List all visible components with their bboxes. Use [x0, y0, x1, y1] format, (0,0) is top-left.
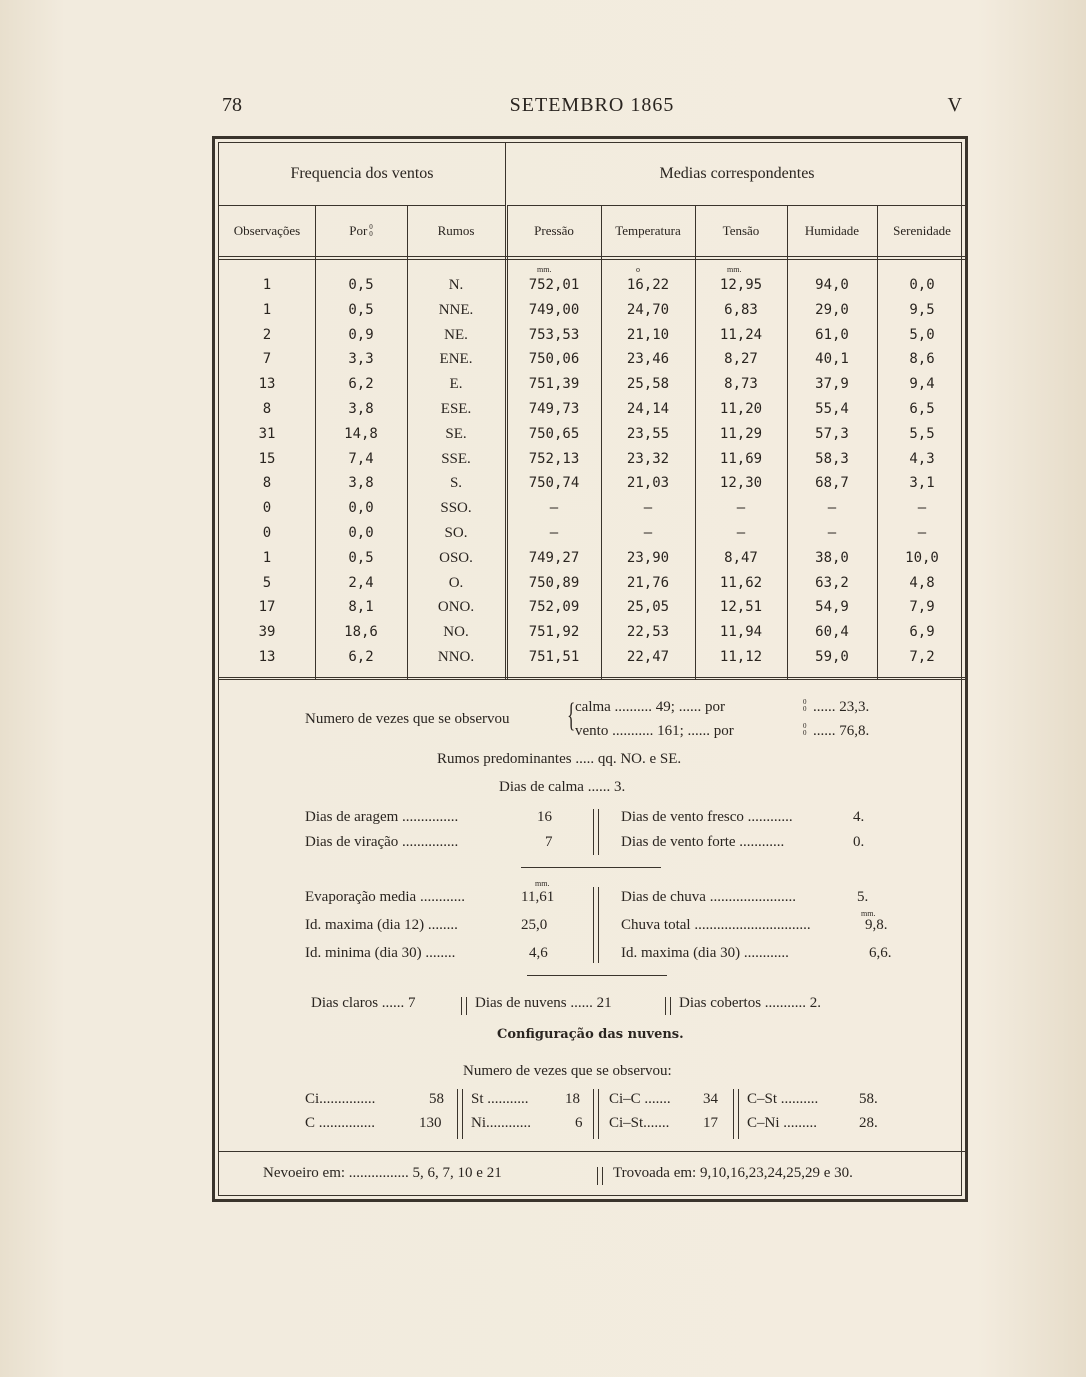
cell-observacoes: 8	[262, 475, 272, 492]
cell-serenidade: 4,3	[909, 450, 935, 467]
dias-de-calma: Dias de calma ...... 3.	[499, 779, 626, 795]
cell-observacoes: 13	[258, 376, 276, 393]
cell-rumo: SSE.	[441, 450, 471, 467]
chuva-total-label: Chuva total ...............................	[621, 917, 811, 933]
dias-nuvens: Dias de nuvens ...... 21	[475, 995, 612, 1011]
cloud-ni-value: 6	[575, 1115, 583, 1131]
table-row	[219, 347, 967, 372]
chuva-total-value: 9,8.	[865, 917, 888, 933]
cell-temperatura: 23,55	[626, 425, 670, 442]
cell-tensao: 8,73	[724, 376, 758, 393]
cell-serenidade: 4,8	[909, 574, 935, 591]
dias-cobertos: Dias cobertos ........... 2.	[679, 995, 822, 1011]
id-maxima-value: 25,0	[521, 917, 548, 933]
cell-rumo: N.	[448, 277, 464, 293]
cell-tensao: 12,51	[719, 599, 763, 616]
cell-observacoes: 1	[262, 549, 272, 566]
calma-value: ...... 23,3.	[813, 699, 870, 715]
cell-por: 6,2	[348, 376, 374, 393]
cell-pressao: 750,06	[528, 351, 580, 368]
cell-por: 3,8	[348, 475, 374, 492]
vento-line: vento ........... 161; ...... por	[575, 723, 734, 739]
dias-chuva-label: Dias de chuva .......................	[621, 889, 796, 905]
table-bottom-rule	[219, 679, 967, 680]
cell-humidade: 63,2	[815, 574, 849, 591]
cell-pressao: 751,51	[528, 649, 580, 665]
cloud-st-label: St ...........	[471, 1091, 529, 1107]
group-header-medias: Medias correspondentes	[659, 165, 815, 182]
cell-observacoes: 8	[262, 401, 272, 417]
cell-humidade: 29,0	[815, 301, 849, 318]
cell-pressao: 752,09	[528, 599, 580, 616]
cell-observacoes: 13	[258, 649, 276, 665]
cell-tensao: 6,83	[724, 301, 758, 318]
col-observacoes: Observações	[233, 223, 301, 238]
table-row	[219, 496, 967, 521]
fraction-num: 0	[803, 698, 807, 706]
nevoeiro: Nevoeiro em: ................ 5, 6, 7, 10 e 21	[263, 1165, 502, 1181]
dias-vento-fresco-label: Dias de vento fresco ............	[621, 809, 793, 825]
cell-observacoes: 1	[262, 301, 272, 318]
fraction-glyph	[803, 699, 807, 713]
cell-temperatura: 21,03	[626, 475, 670, 492]
cell-serenidade: —	[917, 525, 927, 541]
cell-serenidade: —	[917, 500, 927, 517]
cell-temperatura: —	[643, 500, 653, 517]
cell-tensao: —	[736, 500, 746, 517]
fraction-num: 0	[369, 223, 373, 231]
dias-aragem-value: 16	[537, 809, 552, 825]
cell-pressao: 752,01	[528, 277, 580, 293]
cloud-ci-label: Ci...............	[305, 1091, 376, 1107]
double-divider	[593, 1089, 599, 1139]
cloud-st-value: 18	[565, 1091, 580, 1107]
cell-rumo: ONO.	[437, 599, 475, 616]
table-row	[219, 571, 967, 596]
cell-rumo: O.	[448, 574, 464, 591]
double-divider	[597, 1167, 603, 1185]
group-divider	[505, 143, 506, 205]
cell-pressao: —	[549, 525, 559, 541]
cell-tensao: 8,47	[724, 549, 758, 566]
cell-serenidade: 8,6	[909, 351, 935, 368]
cell-por: 18,6	[344, 624, 378, 641]
rumos-predominantes: Rumos predominantes ..... qq. NO. e SE.	[437, 751, 682, 767]
double-divider	[733, 1089, 739, 1139]
cloud-ci-c-label: Ci–C .......	[609, 1091, 671, 1107]
cell-serenidade: 7,2	[909, 649, 935, 665]
cell-temperatura: 24,70	[626, 301, 670, 318]
cell-serenidade: 6,5	[909, 401, 935, 417]
table-row	[219, 595, 967, 620]
dias-claros: Dias claros ...... 7	[311, 995, 416, 1011]
cell-tensao: 11,62	[719, 574, 763, 591]
evaporacao-label: Evaporação media ............	[305, 889, 465, 905]
cell-temperatura: 23,32	[626, 450, 670, 467]
cell-pressao: —	[549, 500, 559, 517]
chuva-id-maxima-label: Id. maxima (dia 30) ............	[621, 945, 789, 961]
cloud-c-label: C ...............	[305, 1115, 376, 1131]
cell-observacoes: 39	[258, 624, 276, 641]
section-rule	[219, 1151, 967, 1152]
cell-rumo: S.	[449, 475, 463, 492]
cell-humidade: 94,0	[815, 277, 849, 293]
table-inner	[218, 142, 962, 1196]
table-row	[219, 447, 967, 472]
cell-humidade: 38,0	[815, 549, 849, 566]
double-divider	[665, 997, 671, 1015]
cell-por: 0,5	[348, 549, 374, 566]
table-row	[219, 372, 967, 397]
dias-viracao-value: 7	[545, 834, 553, 850]
table-row	[219, 273, 967, 298]
dias-vento-forte-label: Dias de vento forte ............	[621, 834, 785, 850]
cloud-c-ni-value: 28.	[859, 1115, 878, 1131]
cell-pressao: 749,73	[528, 401, 580, 417]
cell-observacoes: 17	[258, 599, 276, 616]
unit-pressao: mm.	[537, 265, 552, 274]
col-humidade: Humidade	[804, 223, 860, 238]
table-row	[219, 397, 967, 422]
cell-por: 14,8	[344, 425, 378, 442]
cell-humidade: 59,0	[815, 649, 849, 665]
cell-serenidade: 9,4	[909, 376, 935, 393]
cell-humidade: 40,1	[815, 351, 849, 368]
fraction-glyph	[803, 723, 807, 737]
vento-value: ...... 76,8.	[813, 723, 870, 739]
cell-humidade: 37,9	[815, 376, 849, 393]
cell-observacoes: 31	[258, 425, 276, 442]
col-tensao: Tensão	[722, 223, 760, 238]
fraction-den: 0	[803, 705, 807, 713]
cell-humidade: 68,7	[815, 475, 849, 492]
cell-tensao: 11,12	[719, 649, 763, 665]
cloud-c-ni-label: C–Ni .........	[747, 1115, 818, 1131]
cell-serenidade: 5,0	[909, 326, 935, 343]
col-serenidade: Serenidade	[893, 223, 951, 238]
cell-observacoes: 7	[262, 351, 272, 368]
cell-rumo: NNE.	[438, 301, 474, 318]
cell-serenidade: 9,5	[909, 301, 935, 318]
cell-tensao: 11,29	[719, 425, 763, 442]
cell-rumo: ENE.	[439, 351, 473, 368]
dias-chuva-value: 5.	[857, 889, 869, 905]
fraction-glyph	[369, 224, 373, 238]
cell-rumo: ESE.	[440, 401, 472, 417]
cell-pressao: 750,89	[528, 574, 580, 591]
cell-rumo: SO.	[444, 525, 468, 541]
dias-vento-forte-value: 0.	[853, 834, 865, 850]
cell-temperatura: 22,47	[626, 649, 670, 665]
cell-por: 0,5	[348, 301, 374, 318]
unit-temperatura: o	[636, 265, 640, 274]
cell-por: 2,4	[348, 574, 374, 591]
numero-label: Numero de vezes que se observou	[305, 711, 510, 727]
cell-humidade: 57,3	[815, 425, 849, 442]
cell-observacoes: 5	[262, 574, 272, 591]
cell-por: 8,1	[348, 599, 374, 616]
cell-observacoes: 0	[262, 525, 272, 541]
evap-unit: mm.	[535, 879, 550, 888]
evaporacao-value: 11,61	[521, 889, 555, 905]
cell-humidade: 55,4	[815, 401, 849, 417]
page-title: SETEMBRO 1865	[509, 94, 675, 116]
cell-rumo: NO.	[443, 624, 469, 641]
cloud-c-value: 130	[419, 1115, 442, 1131]
cloud-ci-st-value: 17	[703, 1115, 718, 1131]
cell-serenidade: 7,9	[909, 599, 935, 616]
cell-rumo: E.	[449, 376, 463, 393]
dias-aragem-label: Dias de aragem ...............	[305, 809, 459, 825]
cloud-ci-c-value: 34	[703, 1091, 718, 1107]
cell-tensao: 12,95	[719, 277, 763, 293]
chuva-unit: mm.	[861, 909, 876, 918]
cloud-c-st-value: 58.	[859, 1091, 878, 1107]
cell-observacoes: 15	[258, 450, 276, 467]
trovoada: Trovoada em: 9,10,16,23,24,25,29 e 30.	[613, 1165, 853, 1181]
running-head	[222, 94, 962, 118]
cell-rumo: NE.	[444, 326, 468, 343]
header-rule	[219, 256, 967, 257]
cell-humidade: 54,9	[815, 599, 849, 616]
cell-tensao: 11,20	[719, 401, 763, 417]
cell-por: 0,5	[348, 277, 374, 293]
unit-tensao: mm.	[727, 265, 742, 274]
col-pressao: Pressão	[534, 223, 574, 238]
fraction-den: 0	[803, 729, 807, 737]
col-por	[315, 205, 407, 257]
cell-temperatura: 22,53	[626, 624, 670, 641]
cell-por: 0,0	[348, 525, 374, 541]
double-divider	[461, 997, 467, 1015]
cell-rumo: SSO.	[440, 500, 472, 517]
table-row	[219, 471, 967, 496]
double-divider	[593, 809, 599, 855]
cell-temperatura: 25,58	[626, 376, 670, 393]
config-subtitle: Numero de vezes que se observou:	[463, 1063, 672, 1079]
cloud-ci-st-label: Ci–St.......	[609, 1115, 670, 1131]
cell-tensao: 12,30	[719, 475, 763, 492]
cell-por: 3,3	[348, 351, 374, 368]
col-temperatura: Temperatura	[615, 223, 681, 238]
dias-vento-fresco-value: 4.	[853, 809, 865, 825]
cell-temperatura: 25,05	[626, 599, 670, 616]
cell-por: 3,8	[348, 401, 374, 417]
section-rule	[521, 867, 661, 868]
cell-temperatura: 24,14	[626, 401, 670, 417]
cell-temperatura: 21,76	[626, 574, 670, 591]
cell-serenidade: 10,0	[905, 549, 939, 566]
cell-humidade: 58,3	[815, 450, 849, 467]
col-por-label: Por	[349, 223, 368, 238]
fraction-num: 0	[803, 722, 807, 730]
id-minima-label: Id. minima (dia 30) ........	[305, 945, 456, 961]
cell-por: 0,0	[348, 500, 374, 517]
col-rumos: Rumos	[437, 223, 475, 238]
header-rule	[219, 259, 967, 260]
brace: {	[567, 697, 576, 734]
cell-humidade: 61,0	[815, 326, 849, 343]
page-number: 78	[222, 94, 242, 116]
cell-tensao: 11,69	[719, 450, 763, 467]
cell-serenidade: 3,1	[909, 475, 935, 492]
config-title: Configuração das nuvens.	[497, 1027, 684, 1042]
cell-temperatura: 16,22	[626, 277, 670, 293]
cell-pressao: 750,65	[528, 425, 580, 442]
table-row	[219, 298, 967, 323]
id-maxima-label: Id. maxima (dia 12) ........	[305, 917, 458, 933]
group-header-frequencia: Frequencia dos ventos	[290, 165, 434, 182]
table-row	[219, 645, 967, 670]
cell-rumo: NNO.	[437, 649, 475, 665]
cell-observacoes: 2	[262, 326, 272, 343]
cell-temperatura: 21,10	[626, 326, 670, 343]
cell-tensao: 11,94	[719, 624, 763, 641]
cell-serenidade: 5,5	[909, 425, 935, 442]
cell-observacoes: 1	[262, 277, 272, 293]
table-frame	[212, 136, 968, 1202]
cloud-c-st-label: C–St ..........	[747, 1091, 819, 1107]
calma-line: calma .......... 49; ...... por	[575, 699, 725, 715]
fraction-den: 0	[369, 230, 373, 238]
cell-rumo: OSO.	[439, 549, 473, 566]
table-bottom-rule	[219, 677, 967, 678]
section-label: V	[947, 94, 962, 116]
cell-pressao: 749,27	[528, 549, 580, 566]
cell-temperatura: 23,90	[626, 549, 670, 566]
table-row	[219, 422, 967, 447]
cell-humidade: —	[827, 525, 837, 541]
cell-pressao: 752,13	[528, 450, 580, 467]
cell-tensao: 8,27	[724, 351, 758, 368]
cell-pressao: 750,74	[528, 475, 580, 492]
cell-pressao: 751,39	[528, 376, 580, 393]
cell-serenidade: 6,9	[909, 624, 935, 641]
cell-temperatura: —	[643, 525, 653, 541]
cell-temperatura: 23,46	[626, 351, 670, 368]
cell-observacoes: 0	[262, 500, 272, 517]
cell-pressao: 753,53	[528, 326, 580, 343]
section-rule	[527, 975, 667, 976]
cell-por: 7,4	[348, 450, 374, 467]
id-minima-value: 4,6	[529, 945, 548, 961]
cell-tensao: 11,24	[719, 326, 763, 343]
cell-tensao: —	[736, 525, 746, 541]
dias-viracao-label: Dias de viração ...............	[305, 834, 459, 850]
chuva-id-maxima-value: 6,6.	[869, 945, 892, 961]
cell-serenidade: 0,0	[909, 277, 935, 293]
cloud-ni-label: Ni............	[471, 1115, 531, 1131]
cell-pressao: 751,92	[528, 624, 580, 641]
cell-rumo: SE.	[445, 425, 467, 442]
cell-por: 0,9	[348, 326, 374, 343]
double-divider	[593, 887, 599, 963]
table-row	[219, 323, 967, 348]
cloud-ci-value: 58	[429, 1091, 444, 1107]
cell-por: 6,2	[348, 649, 374, 665]
double-divider	[457, 1089, 463, 1139]
cell-pressao: 749,00	[528, 301, 580, 318]
table-row	[219, 620, 967, 645]
table-row	[219, 546, 967, 571]
table-row	[219, 521, 967, 546]
cell-humidade: 60,4	[815, 624, 849, 641]
cell-humidade: —	[827, 500, 837, 517]
